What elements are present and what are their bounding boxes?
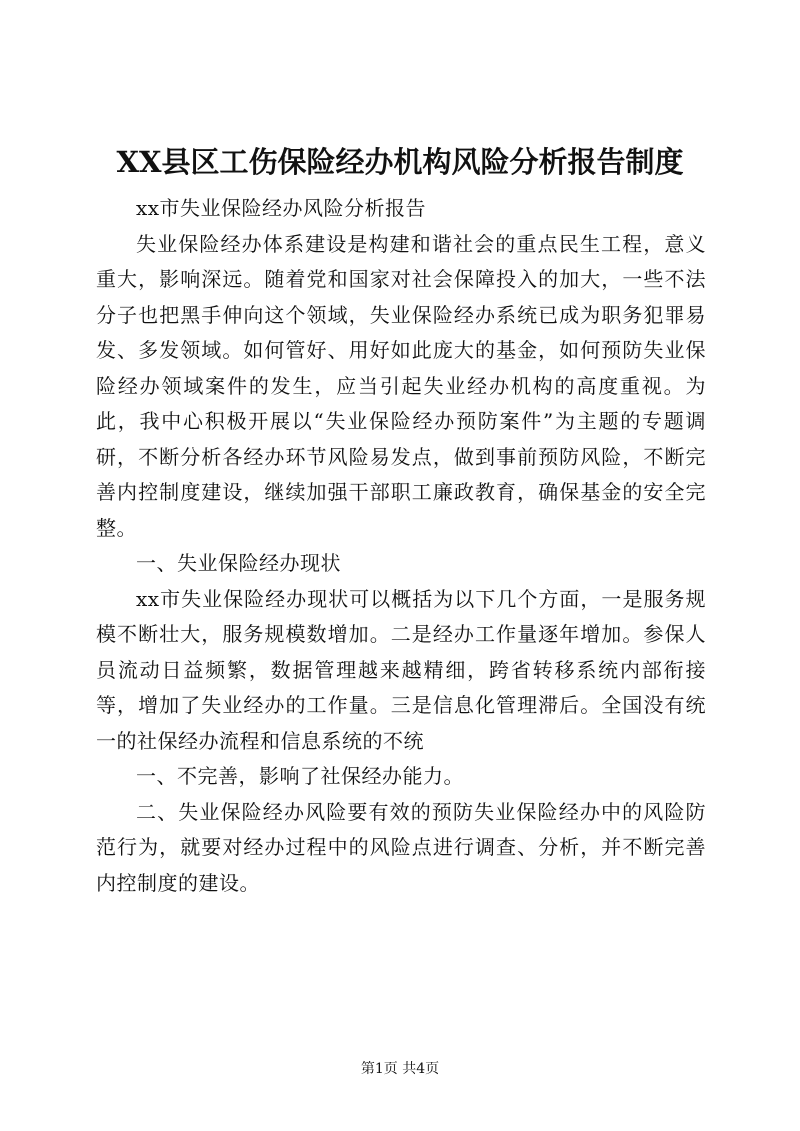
status-paragraph: xx市失业保险经办现状可以概括为以下几个方面，一是服务规模不断壮大，服务规模数增加。二是经办工作量逐年增加。参保人员流动日益频繁，数据管理越来越精细，跨省转移系统内部衔接等，增加了失业经办的工作量。三是信息化管理滞后。全国没有统一的社保经办流程和信息系统的不统	[96, 586, 706, 753]
section-heading-1b: 一、不完善，影响了社保经办能力。	[136, 764, 464, 788]
report-subtitle: xx市失业保险经办风险分析报告	[136, 196, 427, 220]
section-heading-1: 一、失业保险经办现状	[136, 551, 341, 575]
risk-paragraph: 二、失业保险经办风险要有效的预防失业保险经办中的风险防范行为，就要对经办过程中的风险点进行调查、分析，并不断完善内控制度的建设。	[96, 799, 706, 895]
document-title: XX县区工伤保险经办机构风险分析报告制度	[116, 145, 684, 179]
document-body	[96, 191, 706, 901]
page-number: 第1页 共4页	[360, 1061, 440, 1077]
intro-paragraph: 失业保险经办体系建设是构建和谐社会的重点民生工程，意义重大，影响深远。随着党和国家对社会保障投入的加大，一些不法分子也把黑手伸向这个领域，失业保险经办系统已成为职务犯罪易发、多发领域。如何管好、用好如此庞大的基金，如何预防失业保险经办领域案件的发生，应当引起失业经办机构的高度重视。为此，我中心积极开展以“失业保险经办预防案件”为主题的专题调研，不断分析各经办环节风险易发点，做到事前预防风险，不断完善内控制度建设，继续加强干部职工廉政教育，确保基金的安全完整。	[96, 231, 706, 540]
